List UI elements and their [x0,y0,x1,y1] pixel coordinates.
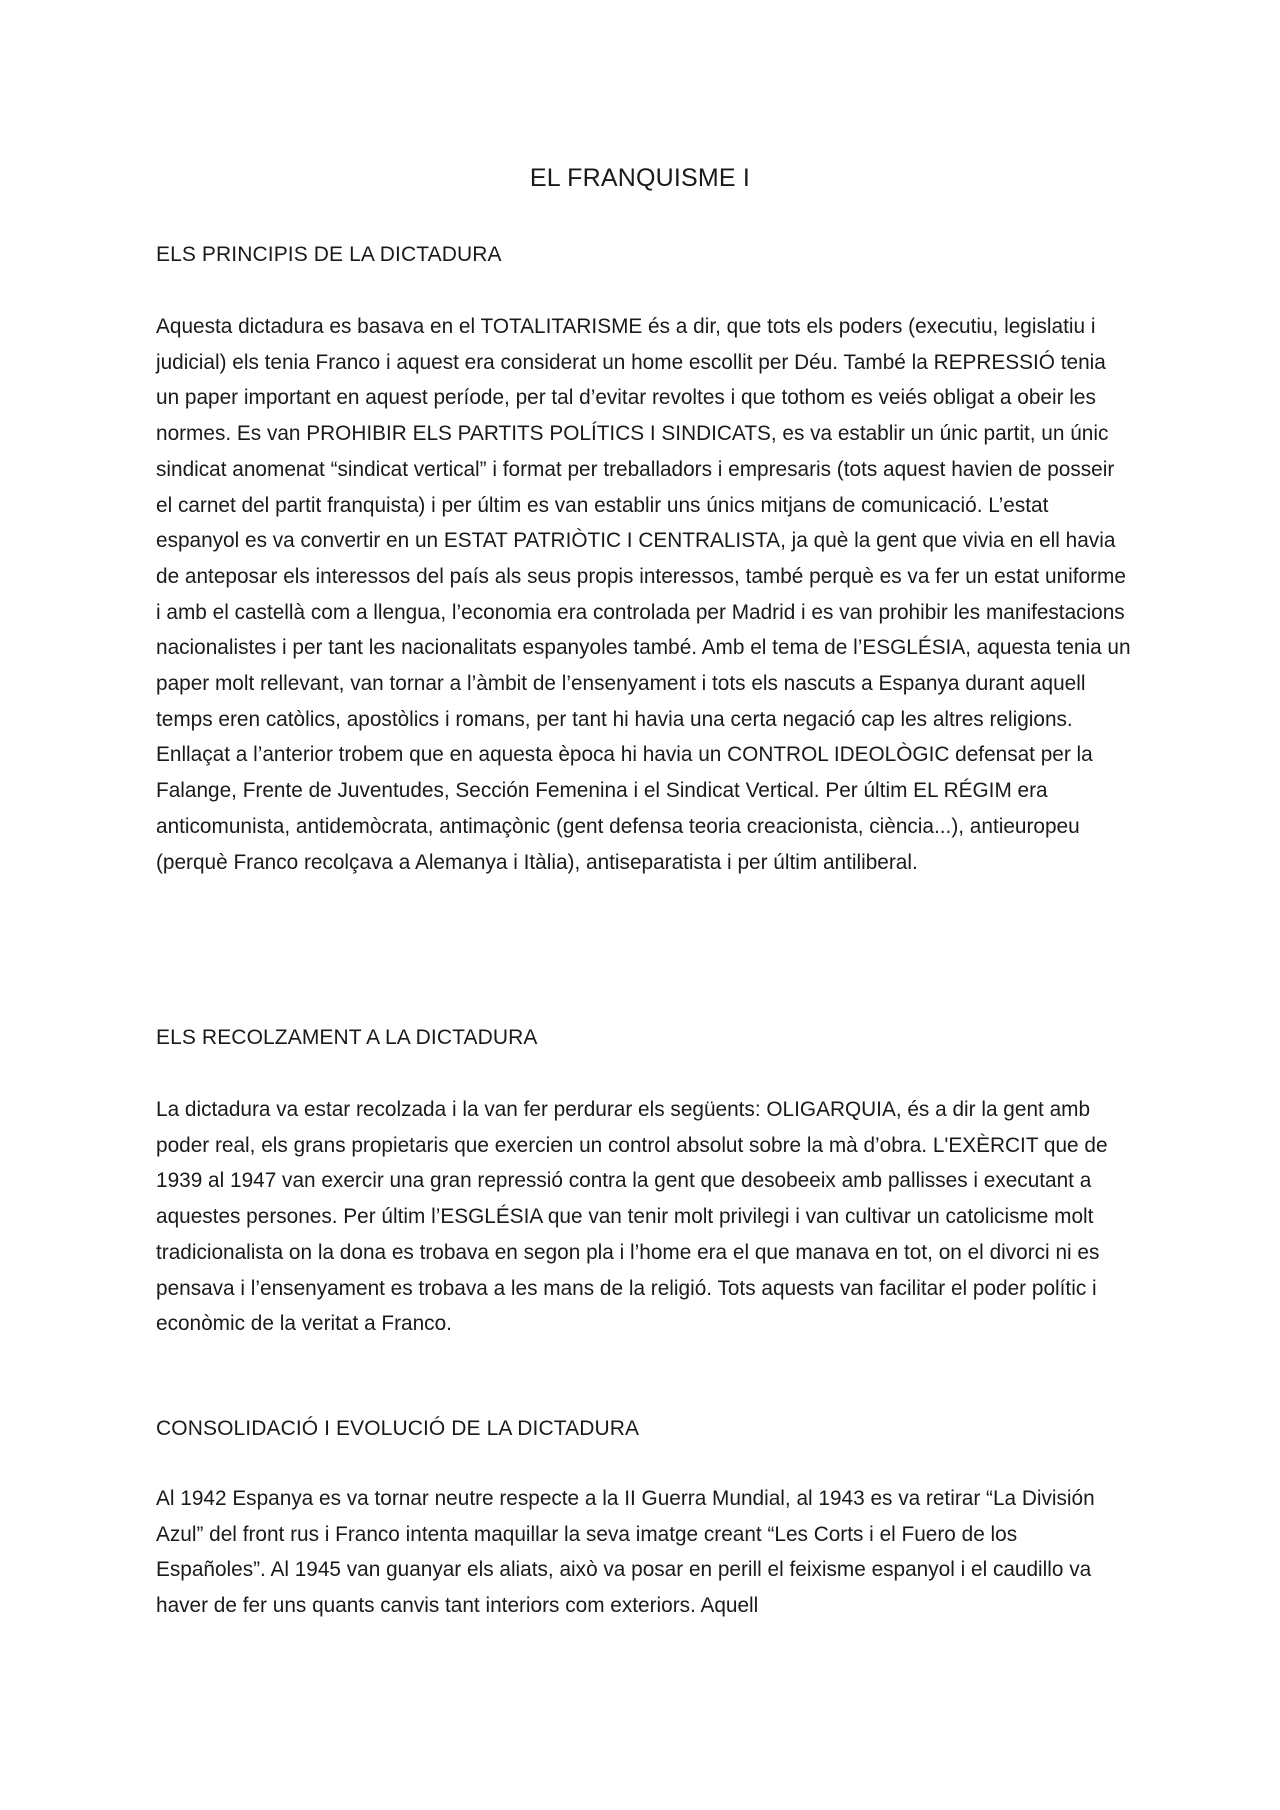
page-title: EL FRANQUISME I [529,164,751,192]
section-heading-recolzament: ELS RECOLZAMENT A LA DICTADURA [156,1026,538,1049]
section-heading-principis: ELS PRINCIPIS DE LA DICTADURA [156,243,502,266]
section-paragraph-consolidacio: Al 1942 Espanya es va tornar neutre respecte a la II Guerra Mundial, al 1943 es va retirar “La División Azul” del front rus i Franco intenta maquillar la seva imatge creant “Les Corts i el Fuero de los Españoles”. Al 1945 van guanyar els aliats, això va posar en perill el feixisme espanyol i el caudillo va haver de fer uns quants canvis tant interiors com exteriors. Aquell [156,1487,1095,1618]
section-paragraph-principis: Aquesta dictadura es basava en el TOTALITARISME és a dir, que tots els poders (executiu, legislatiu i judicial) els tenia Franco i aquest era considerat un home escollit per Déu. També la REPRESSIÓ tenia un paper important en aquest període, per tal d’evitar revoltes i que tothom es veiés obligat a obeir les normes. Es van PROHIBIR ELS PARTITS POLÍTICS I SINDICATS, es va establir un únic partit, un únic sindicat anomenat “sindicat vertical” i format per treballadors i empresaris (tots aquest havien de posseir el carnet del partit franquista) i per últim es van establir uns únics mitjans de comunicació. L’estat espanyol es va convertir en un ESTAT PATRIÒTIC I CENTRALISTA, ja què la gent que vivia en ell havia de anteposar els interessos del país als seus propis interessos, també perquè es va fer un estat uniforme i amb el castellà com a llengua, l’economia era controlada per Madrid i es van prohibir les manifestacions nacionalistes i per tant les nacionalitats espanyoles també. Amb el tema de l’ESGLÉSIA, aquesta tenia un paper molt rellevant, van tornar a l’àmbit de l’ensenyament i tots els nascuts a Espanya durant aquell temps eren catòlics, apostòlics i romans, per tant hi havia una certa negació cap les altres religions. Enllaçat a l’anterior trobem que en aquesta època hi havia un CONTROL IDEOLÒGIC defensat per la Falange, Frente de Juventudes, Sección Femenina i el Sindicat Vertical. Per últim EL RÉGIM era anticomunista, antidemòcrata, antimaçònic (gent defensa teoria creacionista, ciència...), antieuropeu (perquè Franco recolçava a Alemanya i Itàlia), antiseparatista i per últim antiliberal. [156,315,1131,874]
section-heading-consolidacio: CONSOLIDACIÓ I EVOLUCIÓ DE LA DICTADURA [156,1417,640,1440]
section-paragraph-recolzament: La dictadura va estar recolzada i la van fer perdurar els següents: OLIGARQUIA, és a dir la gent amb poder real, els grans propietaris que exercien un control absolut sobre la mà d’obra. L'EXÈRCIT que de 1939 al 1947 van exercir una gran repressió contra la gent que desobeeix amb pallisses i executant a aquestes persones. Per últim l’ESGLÉSIA que van tenir molt privilegi i van cultivar un catolicisme molt tradicionalista on la dona es trobava en segon pla i l’home era el que manava en tot, on el divorci ni es pensava i l’ensenyament es trobava a les mans de la religió. Tots aquests van facilitar el poder polític i econòmic de la veritat a Franco. [156,1098,1108,1336]
